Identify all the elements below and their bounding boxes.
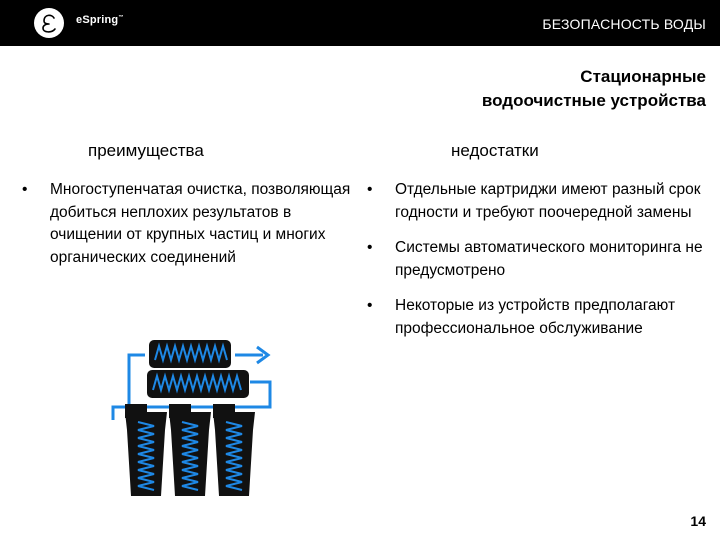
bullet: • [367, 239, 373, 256]
bullet: • [367, 181, 373, 198]
cons-list [367, 179, 712, 353]
slide-title [306, 65, 706, 113]
cons-list-item [367, 237, 712, 282]
multi-stage-water-filter-icon [105, 330, 280, 500]
cons-item-text: Отдельные картриджи имеют разный срок годности и требуют поочередной замены [395, 181, 701, 221]
cons-item-text: Некоторые из устройств предполагают профессиональное обслуживание [395, 297, 676, 337]
pros-item-text: Многоступенчатая очистка, позволяющая добиться неплохих результатов в очищении от крупных частиц и многих органических соединений [50, 181, 351, 266]
cons-list-item [367, 295, 712, 340]
pros-heading: преимущества [88, 141, 204, 160]
pros-list [22, 179, 362, 269]
slide-title-line-2: водоочистные устройства [481, 91, 706, 110]
cons-list-item [367, 179, 712, 224]
section-title: БЕЗОПАСНОСТЬ ВОДЫ [542, 16, 706, 32]
pros-list-item [22, 179, 362, 269]
cons-heading: недостатки [451, 141, 539, 160]
cons-item-text: Системы автоматического мониторинга не предусмотрено [395, 239, 703, 279]
brand-name: eSpring™ [76, 14, 124, 26]
bullet: • [22, 181, 28, 198]
header-bar [0, 0, 720, 46]
page-number: 14 [690, 513, 706, 529]
bullet: • [367, 297, 373, 314]
espring-e-logo-icon [34, 8, 64, 38]
slide-title-line-1: Стационарные [580, 67, 706, 86]
